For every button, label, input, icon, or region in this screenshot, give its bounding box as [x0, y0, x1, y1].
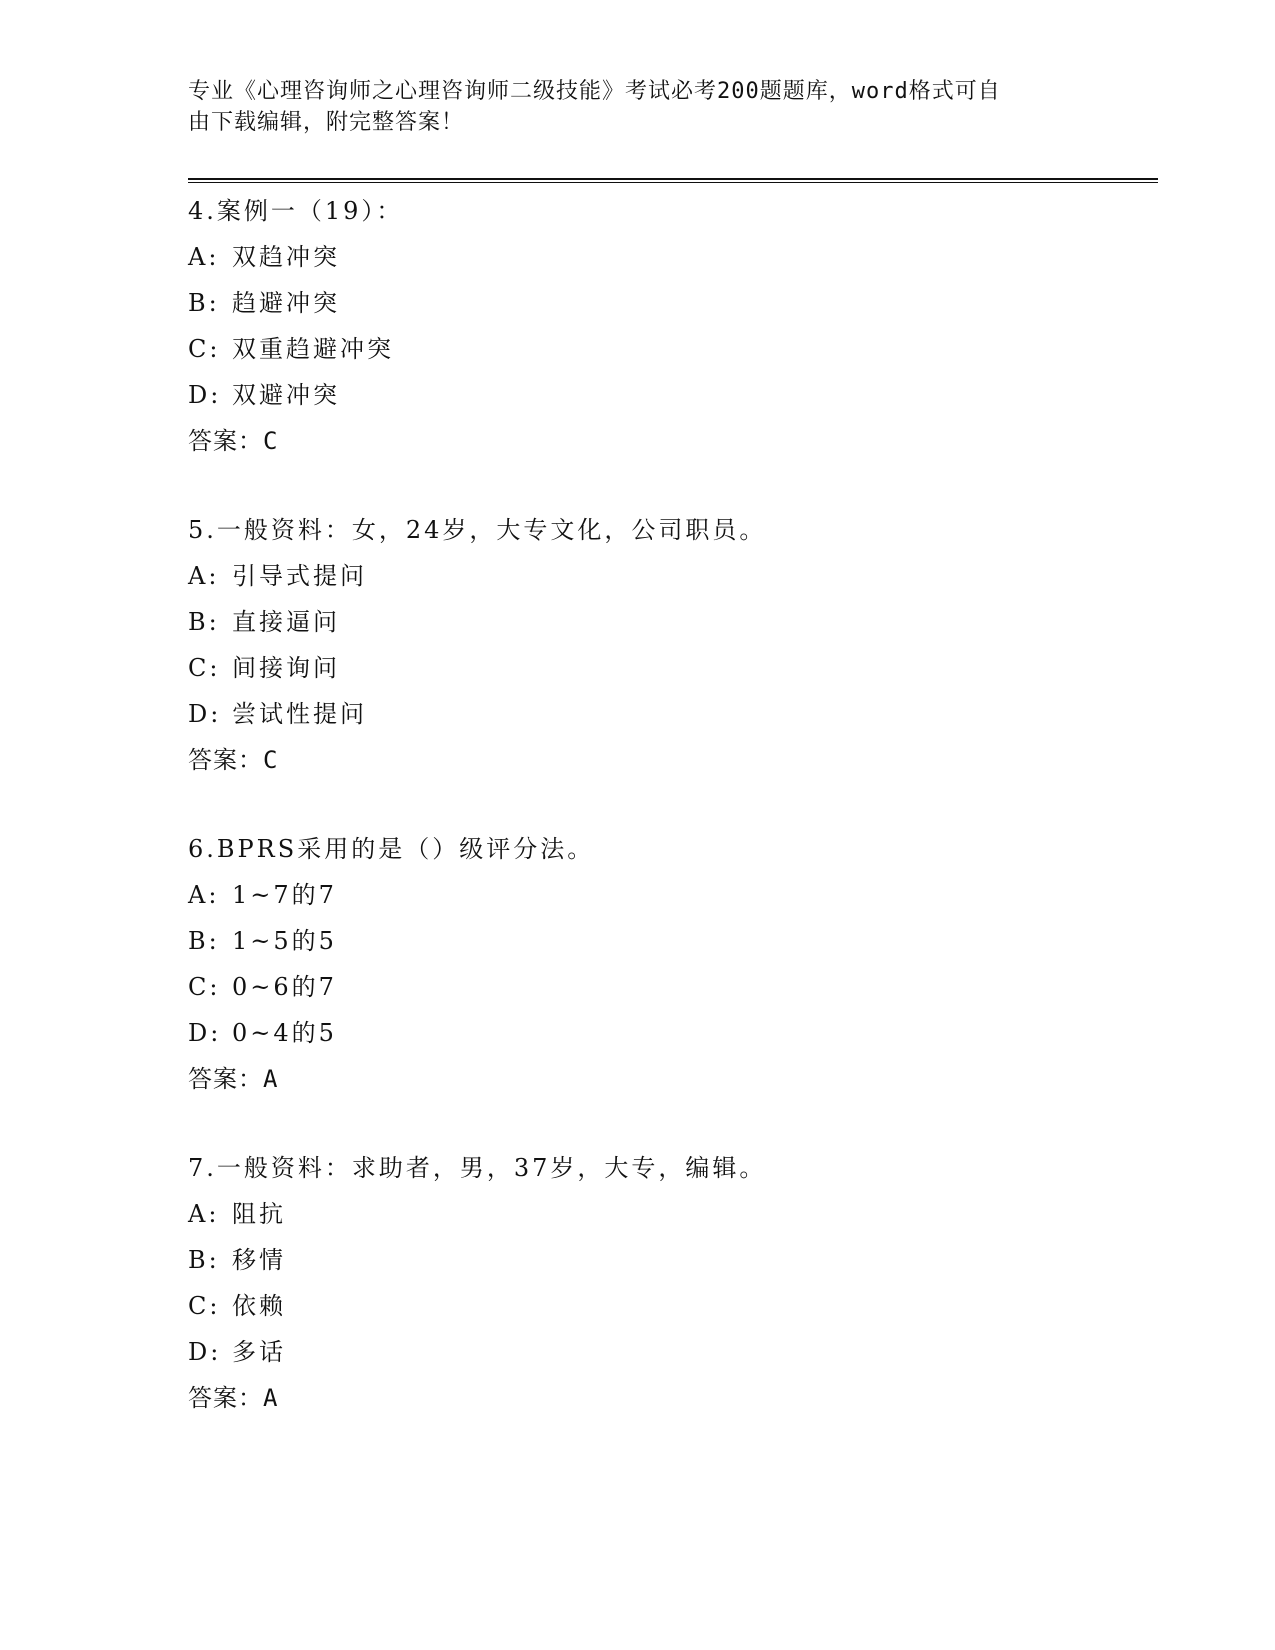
option-b — [188, 918, 1148, 964]
option-text: 尝试性提问 — [232, 700, 367, 728]
option-text: 阻抗 — [232, 1200, 286, 1228]
option-text: 1~7的7 — [232, 881, 337, 909]
option-letter: B: — [188, 1246, 220, 1274]
option-letter: A: — [188, 562, 220, 590]
header-divider — [188, 178, 1158, 183]
option-a — [188, 872, 1148, 918]
document-header — [188, 76, 1068, 138]
answer: 答案：C — [188, 427, 279, 455]
option-text: 0~4的5 — [232, 1019, 337, 1047]
option-d — [188, 372, 1148, 418]
option-letter: C: — [188, 654, 221, 682]
option-text: 双趋冲突 — [232, 243, 340, 271]
option-text: 多话 — [232, 1338, 286, 1366]
question-7 — [188, 1145, 1148, 1421]
option-text: 双避冲突 — [232, 381, 340, 409]
option-c — [188, 326, 1148, 372]
header-line-2: 由下载编辑，附完整答案！ — [188, 110, 465, 135]
option-letter: A: — [188, 881, 220, 909]
option-letter: D: — [188, 700, 222, 728]
option-text: 趋避冲突 — [232, 289, 340, 317]
question-stem: 6.BPRS采用的是（）级评分法。 — [188, 835, 595, 863]
option-text: 依赖 — [232, 1292, 286, 1320]
option-b — [188, 599, 1148, 645]
question-stem: 7.一般资料：求助者，男，37岁，大专，编辑。 — [188, 1154, 767, 1182]
answer: 答案：C — [188, 746, 279, 774]
option-letter: A: — [188, 1200, 220, 1228]
answer: 答案：A — [188, 1384, 279, 1412]
question-list — [188, 188, 1148, 1464]
option-text: 0~6的7 — [232, 973, 337, 1001]
option-b — [188, 1237, 1148, 1283]
option-a — [188, 553, 1148, 599]
question-stem: 4.案例一（19）： — [188, 197, 404, 225]
option-d — [188, 1329, 1148, 1375]
option-letter: B: — [188, 927, 220, 955]
question-6 — [188, 826, 1148, 1102]
option-letter: A: — [188, 243, 220, 271]
option-letter: C: — [188, 335, 221, 363]
option-c — [188, 645, 1148, 691]
option-letter: B: — [188, 608, 220, 636]
option-b — [188, 280, 1148, 326]
option-d — [188, 1010, 1148, 1056]
question-5 — [188, 507, 1148, 783]
option-letter: B: — [188, 289, 220, 317]
header-line-1: 专业《心理咨询师之心理咨询师二级技能》考试必考200题题库，word格式可自 — [188, 79, 1001, 104]
option-d — [188, 691, 1148, 737]
option-letter: D: — [188, 1338, 222, 1366]
option-text: 间接询问 — [232, 654, 340, 682]
option-a — [188, 1191, 1148, 1237]
answer: 答案：A — [188, 1065, 279, 1093]
question-stem: 5.一般资料：女，24岁，大专文化，公司职员。 — [188, 516, 767, 544]
option-letter: C: — [188, 1292, 221, 1320]
option-c — [188, 964, 1148, 1010]
option-letter: D: — [188, 381, 222, 409]
option-text: 1~5的5 — [232, 927, 337, 955]
option-c — [188, 1283, 1148, 1329]
option-letter: C: — [188, 973, 221, 1001]
option-text: 双重趋避冲突 — [232, 335, 394, 363]
option-letter: D: — [188, 1019, 222, 1047]
option-a — [188, 234, 1148, 280]
option-text: 引导式提问 — [232, 562, 367, 590]
option-text: 直接逼问 — [232, 608, 340, 636]
option-text: 移情 — [232, 1246, 286, 1274]
question-4 — [188, 188, 1148, 464]
